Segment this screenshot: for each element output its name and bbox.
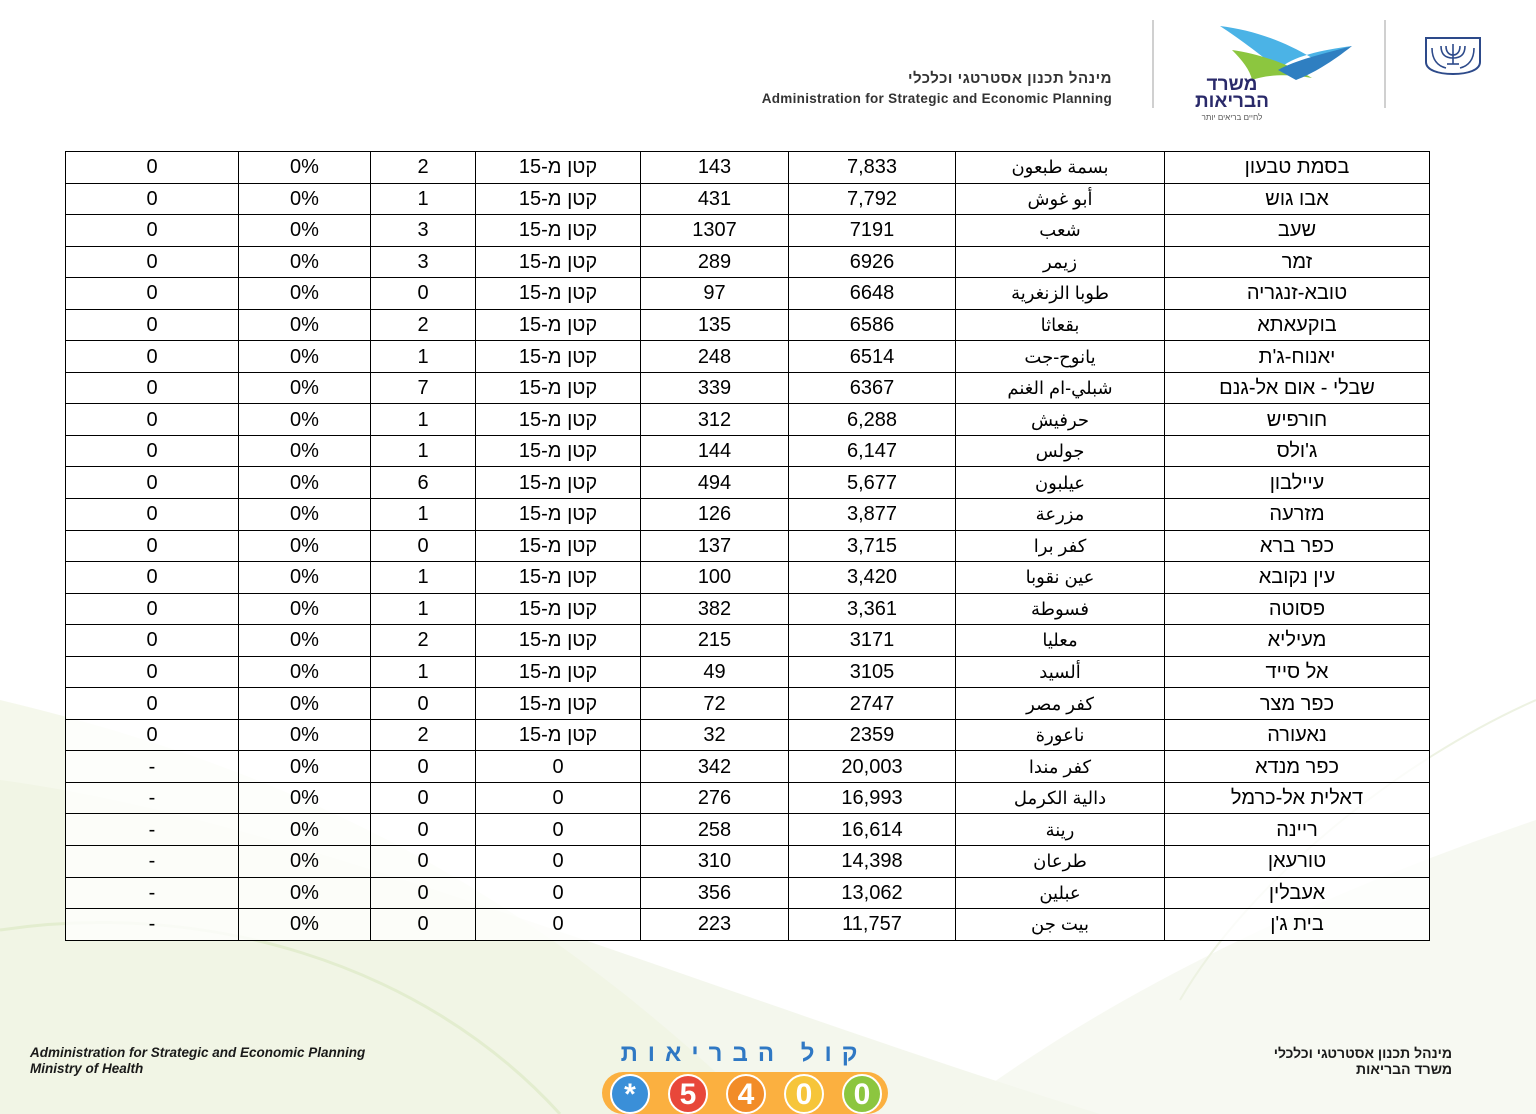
cell-category: קטן מ-15 bbox=[476, 530, 641, 562]
cell-count: 0 bbox=[371, 846, 476, 878]
cell-indicator: 0 bbox=[66, 530, 239, 562]
cell-number: 144 bbox=[641, 435, 789, 467]
cell-number: 143 bbox=[641, 152, 789, 184]
cell-count: 0 bbox=[371, 278, 476, 310]
table-row bbox=[66, 183, 1430, 215]
cell-category: קטן מ-15 bbox=[476, 625, 641, 657]
cell-category: 0 bbox=[476, 909, 641, 941]
cell-count: 0 bbox=[371, 909, 476, 941]
cell-name-hebrew: שעב bbox=[1165, 215, 1430, 247]
cell-count: 6 bbox=[371, 467, 476, 499]
table-row bbox=[66, 152, 1430, 184]
cell-number: 49 bbox=[641, 656, 789, 688]
cell-name-arabic: رينة bbox=[956, 814, 1165, 846]
cell-category: קטן מ-15 bbox=[476, 656, 641, 688]
cell-name-arabic: طرعان bbox=[956, 846, 1165, 878]
cell-percent: 0% bbox=[239, 372, 371, 404]
table-row bbox=[66, 309, 1430, 341]
cell-name-arabic: طوبا الزنغرية bbox=[956, 278, 1165, 310]
cell-name-arabic: عيلبون bbox=[956, 467, 1165, 499]
cell-indicator: 0 bbox=[66, 183, 239, 215]
cell-percent: 0% bbox=[239, 215, 371, 247]
cell-name-arabic: مزرعة bbox=[956, 499, 1165, 531]
cell-population: 7191 bbox=[789, 215, 956, 247]
cell-count: 1 bbox=[371, 435, 476, 467]
cell-name-arabic: بسمة طبعون bbox=[956, 152, 1165, 184]
cell-population: 3,361 bbox=[789, 593, 956, 625]
cell-number: 339 bbox=[641, 372, 789, 404]
cell-name-arabic: ناعورة bbox=[956, 719, 1165, 751]
cell-percent: 0% bbox=[239, 846, 371, 878]
cell-percent: 0% bbox=[239, 688, 371, 720]
table-row bbox=[66, 341, 1430, 373]
cell-category: 0 bbox=[476, 782, 641, 814]
cell-indicator: 0 bbox=[66, 152, 239, 184]
cell-category: קטן מ-15 bbox=[476, 719, 641, 751]
table-row bbox=[66, 688, 1430, 720]
cell-number: 276 bbox=[641, 782, 789, 814]
table-row bbox=[66, 625, 1430, 657]
cell-percent: 0% bbox=[239, 751, 371, 783]
table-row bbox=[66, 656, 1430, 688]
cell-indicator: 0 bbox=[66, 341, 239, 373]
cell-number: 223 bbox=[641, 909, 789, 941]
cell-percent: 0% bbox=[239, 183, 371, 215]
cell-count: 1 bbox=[371, 562, 476, 594]
table-row bbox=[66, 719, 1430, 751]
cell-percent: 0% bbox=[239, 278, 371, 310]
cell-indicator: 0 bbox=[66, 467, 239, 499]
cell-category: 0 bbox=[476, 814, 641, 846]
cell-indicator: - bbox=[66, 877, 239, 909]
cell-category: קטן מ-15 bbox=[476, 404, 641, 436]
cell-category: קטן מ-15 bbox=[476, 278, 641, 310]
cell-name-arabic: كفر مصر bbox=[956, 688, 1165, 720]
table-row bbox=[66, 499, 1430, 531]
table-row bbox=[66, 215, 1430, 247]
cell-name-arabic: شعب bbox=[956, 215, 1165, 247]
cell-category: 0 bbox=[476, 877, 641, 909]
cell-name-arabic: بقعاثا bbox=[956, 309, 1165, 341]
table-row bbox=[66, 593, 1430, 625]
cell-indicator: - bbox=[66, 751, 239, 783]
cell-name-arabic: بيت جن bbox=[956, 909, 1165, 941]
cell-count: 1 bbox=[371, 499, 476, 531]
cell-percent: 0% bbox=[239, 782, 371, 814]
cell-count: 1 bbox=[371, 341, 476, 373]
cell-population: 6367 bbox=[789, 372, 956, 404]
cell-name-arabic: عين نقوبا bbox=[956, 562, 1165, 594]
cell-name-hebrew: אל סייד bbox=[1165, 656, 1430, 688]
cell-category: קטן מ-15 bbox=[476, 183, 641, 215]
cell-count: 1 bbox=[371, 404, 476, 436]
cell-name-hebrew: עין נקובא bbox=[1165, 562, 1430, 594]
table-row bbox=[66, 877, 1430, 909]
cell-indicator: - bbox=[66, 814, 239, 846]
cell-count: 0 bbox=[371, 814, 476, 846]
cell-name-hebrew: מזרעה bbox=[1165, 499, 1430, 531]
cell-name-hebrew: ריינה bbox=[1165, 814, 1430, 846]
cell-indicator: 0 bbox=[66, 435, 239, 467]
cell-indicator: 0 bbox=[66, 656, 239, 688]
cell-indicator: 0 bbox=[66, 404, 239, 436]
cell-name-hebrew: מעיליא bbox=[1165, 625, 1430, 657]
cell-number: 289 bbox=[641, 246, 789, 278]
cell-count: 1 bbox=[371, 656, 476, 688]
cell-name-arabic: حرفيش bbox=[956, 404, 1165, 436]
cell-number: 258 bbox=[641, 814, 789, 846]
kol-habriut-title: קול הבריאות bbox=[620, 1040, 868, 1067]
table-row bbox=[66, 372, 1430, 404]
cell-population: 11,757 bbox=[789, 909, 956, 941]
cell-category: קטן מ-15 bbox=[476, 499, 641, 531]
cell-number: 248 bbox=[641, 341, 789, 373]
cell-percent: 0% bbox=[239, 719, 371, 751]
footer-ministry-english: Ministry of Health bbox=[30, 1061, 144, 1076]
cell-indicator: 0 bbox=[66, 593, 239, 625]
cell-name-hebrew: פסוטה bbox=[1165, 593, 1430, 625]
cell-indicator: 0 bbox=[66, 246, 239, 278]
cell-category: 0 bbox=[476, 846, 641, 878]
footer-english bbox=[30, 1045, 365, 1077]
table-row bbox=[66, 467, 1430, 499]
cell-count: 2 bbox=[371, 625, 476, 657]
cell-count: 3 bbox=[371, 246, 476, 278]
cell-name-arabic: دالية الكرمل bbox=[956, 782, 1165, 814]
cell-population: 3,877 bbox=[789, 499, 956, 531]
cell-percent: 0% bbox=[239, 593, 371, 625]
cell-name-arabic: شبلي-ام الغنم bbox=[956, 372, 1165, 404]
footer-admin-english: Administration for Strategic and Economic Planning bbox=[30, 1045, 366, 1060]
state-emblem-icon bbox=[1420, 36, 1486, 76]
cell-name-arabic: يانوح-جت bbox=[956, 341, 1165, 373]
cell-number: 494 bbox=[641, 467, 789, 499]
cell-indicator: 0 bbox=[66, 688, 239, 720]
cell-count: 2 bbox=[371, 309, 476, 341]
cell-indicator: 0 bbox=[66, 372, 239, 404]
cell-population: 3,715 bbox=[789, 530, 956, 562]
table-row bbox=[66, 530, 1430, 562]
cell-name-hebrew: אעבלין bbox=[1165, 877, 1430, 909]
cell-population: 2747 bbox=[789, 688, 956, 720]
cell-percent: 0% bbox=[239, 562, 371, 594]
cell-population: 7,833 bbox=[789, 152, 956, 184]
cell-name-hebrew: כפר מצר bbox=[1165, 688, 1430, 720]
cell-count: 3 bbox=[371, 215, 476, 247]
cell-count: 0 bbox=[371, 688, 476, 720]
cell-indicator: 0 bbox=[66, 625, 239, 657]
cell-name-hebrew: שבלי - אום אל-גנם bbox=[1165, 372, 1430, 404]
table-body bbox=[66, 152, 1430, 941]
cell-name-hebrew: בוקעאתא bbox=[1165, 309, 1430, 341]
cell-number: 1307 bbox=[641, 215, 789, 247]
cell-indicator: 0 bbox=[66, 719, 239, 751]
cell-percent: 0% bbox=[239, 656, 371, 688]
cell-category: קטן מ-15 bbox=[476, 152, 641, 184]
cell-name-hebrew: טורעאן bbox=[1165, 846, 1430, 878]
cell-indicator: 0 bbox=[66, 499, 239, 531]
cell-population: 3171 bbox=[789, 625, 956, 657]
cell-count: 0 bbox=[371, 877, 476, 909]
cell-name-hebrew: אבו גוש bbox=[1165, 183, 1430, 215]
settlements-table bbox=[65, 151, 1430, 941]
cell-percent: 0% bbox=[239, 246, 371, 278]
cell-name-arabic: أبو غوش bbox=[956, 183, 1165, 215]
cell-name-arabic: معليا bbox=[956, 625, 1165, 657]
cell-name-hebrew: נאעורה bbox=[1165, 719, 1430, 751]
cell-population: 14,398 bbox=[789, 846, 956, 878]
cell-population: 16,614 bbox=[789, 814, 956, 846]
cell-indicator: 0 bbox=[66, 562, 239, 594]
cell-category: קטן מ-15 bbox=[476, 562, 641, 594]
cell-indicator: 0 bbox=[66, 309, 239, 341]
cell-percent: 0% bbox=[239, 309, 371, 341]
cell-category: קטן מ-15 bbox=[476, 688, 641, 720]
ministry-name bbox=[1180, 76, 1284, 122]
cell-percent: 0% bbox=[239, 467, 371, 499]
ministry-tagline: לחיים בריאים יותר bbox=[1201, 113, 1263, 122]
cell-name-arabic: زيمر bbox=[956, 246, 1165, 278]
cell-category: 0 bbox=[476, 751, 641, 783]
cell-count: 0 bbox=[371, 782, 476, 814]
cell-name-hebrew: טובא-זנגריה bbox=[1165, 278, 1430, 310]
ministry-name-line2: הבריאות bbox=[1194, 91, 1269, 112]
ministry-name-line1: משרד bbox=[1206, 74, 1258, 95]
footer-ministry-hebrew: משרד הבריאות bbox=[1356, 1061, 1452, 1077]
cell-name-arabic: كفر مندا bbox=[956, 751, 1165, 783]
cell-indicator: - bbox=[66, 909, 239, 941]
cell-count: 2 bbox=[371, 719, 476, 751]
cell-percent: 0% bbox=[239, 625, 371, 657]
table-row bbox=[66, 404, 1430, 436]
cell-number: 135 bbox=[641, 309, 789, 341]
table-row bbox=[66, 782, 1430, 814]
cell-number: 126 bbox=[641, 499, 789, 531]
cell-name-hebrew: ג'ולס bbox=[1165, 435, 1430, 467]
table-row bbox=[66, 246, 1430, 278]
cell-number: 312 bbox=[641, 404, 789, 436]
cell-count: 7 bbox=[371, 372, 476, 404]
cell-number: 431 bbox=[641, 183, 789, 215]
table-row bbox=[66, 435, 1430, 467]
cell-population: 6,147 bbox=[789, 435, 956, 467]
cell-indicator: 0 bbox=[66, 278, 239, 310]
cell-population: 6648 bbox=[789, 278, 956, 310]
cell-count: 1 bbox=[371, 593, 476, 625]
kol-digit: * bbox=[624, 1078, 636, 1111]
footer-hebrew bbox=[1274, 1045, 1452, 1077]
cell-number: 97 bbox=[641, 278, 789, 310]
cell-category: קטן מ-15 bbox=[476, 215, 641, 247]
cell-name-hebrew: בסמת טבעון bbox=[1165, 152, 1430, 184]
cell-population: 2359 bbox=[789, 719, 956, 751]
cell-population: 6586 bbox=[789, 309, 956, 341]
cell-population: 3105 bbox=[789, 656, 956, 688]
cell-name-hebrew: בית ג'ן bbox=[1165, 909, 1430, 941]
cell-name-hebrew: חורפיש bbox=[1165, 404, 1430, 436]
cell-population: 3,420 bbox=[789, 562, 956, 594]
header-divider bbox=[1384, 20, 1386, 108]
cell-indicator: - bbox=[66, 846, 239, 878]
cell-name-arabic: فسوطة bbox=[956, 593, 1165, 625]
cell-population: 20,003 bbox=[789, 751, 956, 783]
cell-indicator: - bbox=[66, 782, 239, 814]
cell-category: קטן מ-15 bbox=[476, 467, 641, 499]
cell-percent: 0% bbox=[239, 530, 371, 562]
cell-population: 7,792 bbox=[789, 183, 956, 215]
table-row bbox=[66, 846, 1430, 878]
cell-percent: 0% bbox=[239, 877, 371, 909]
cell-category: קטן מ-15 bbox=[476, 593, 641, 625]
cell-category: קטן מ-15 bbox=[476, 309, 641, 341]
cell-name-hebrew: זמר bbox=[1165, 246, 1430, 278]
cell-percent: 0% bbox=[239, 435, 371, 467]
cell-name-hebrew: כפר מנדא bbox=[1165, 751, 1430, 783]
header-admin-hebrew: מינהל תכנון אסטרטגי וכלכלי bbox=[908, 70, 1112, 87]
cell-name-arabic: كفر برا bbox=[956, 530, 1165, 562]
kol-digit: 0 bbox=[853, 1078, 871, 1111]
kol-digit: 4 bbox=[737, 1078, 755, 1111]
cell-number: 382 bbox=[641, 593, 789, 625]
cell-name-arabic: جولس bbox=[956, 435, 1165, 467]
cell-population: 6514 bbox=[789, 341, 956, 373]
cell-indicator: 0 bbox=[66, 215, 239, 247]
kol-habriut-badge bbox=[600, 1070, 890, 1114]
cell-number: 342 bbox=[641, 751, 789, 783]
cell-population: 16,993 bbox=[789, 782, 956, 814]
kol-digit: 5 bbox=[679, 1078, 697, 1111]
cell-percent: 0% bbox=[239, 341, 371, 373]
cell-percent: 0% bbox=[239, 152, 371, 184]
cell-number: 72 bbox=[641, 688, 789, 720]
cell-population: 6,288 bbox=[789, 404, 956, 436]
table-row bbox=[66, 751, 1430, 783]
footer-admin-hebrew: מינהל תכנון אסטרטגי וכלכלי bbox=[1273, 1045, 1452, 1061]
cell-name-hebrew: כפר ברא bbox=[1165, 530, 1430, 562]
kol-digit: 0 bbox=[795, 1078, 813, 1111]
cell-number: 310 bbox=[641, 846, 789, 878]
cell-count: 0 bbox=[371, 751, 476, 783]
cell-number: 100 bbox=[641, 562, 789, 594]
cell-category: קטן מ-15 bbox=[476, 372, 641, 404]
cell-count: 1 bbox=[371, 183, 476, 215]
cell-name-hebrew: דאלית אל-כרמל bbox=[1165, 782, 1430, 814]
cell-category: קטן מ-15 bbox=[476, 246, 641, 278]
cell-name-hebrew: יאנוח-ג'ת bbox=[1165, 341, 1430, 373]
cell-category: קטן מ-15 bbox=[476, 435, 641, 467]
table-row bbox=[66, 909, 1430, 941]
cell-name-hebrew: עיילבון bbox=[1165, 467, 1430, 499]
cell-percent: 0% bbox=[239, 814, 371, 846]
table-row bbox=[66, 814, 1430, 846]
cell-name-arabic: ألسيد bbox=[956, 656, 1165, 688]
header-divider bbox=[1152, 20, 1154, 108]
header-admin-block bbox=[762, 70, 1112, 106]
cell-count: 0 bbox=[371, 530, 476, 562]
table-row bbox=[66, 278, 1430, 310]
cell-population: 13,062 bbox=[789, 877, 956, 909]
cell-number: 356 bbox=[641, 877, 789, 909]
cell-percent: 0% bbox=[239, 404, 371, 436]
cell-percent: 0% bbox=[239, 499, 371, 531]
cell-percent: 0% bbox=[239, 909, 371, 941]
cell-count: 2 bbox=[371, 152, 476, 184]
table-row bbox=[66, 562, 1430, 594]
header-admin-english: Administration for Strategic and Economic Planning bbox=[761, 91, 1112, 106]
cell-number: 32 bbox=[641, 719, 789, 751]
cell-name-arabic: عبلين bbox=[956, 877, 1165, 909]
cell-population: 6926 bbox=[789, 246, 956, 278]
cell-population: 5,677 bbox=[789, 467, 956, 499]
cell-number: 215 bbox=[641, 625, 789, 657]
cell-number: 137 bbox=[641, 530, 789, 562]
cell-category: קטן מ-15 bbox=[476, 341, 641, 373]
